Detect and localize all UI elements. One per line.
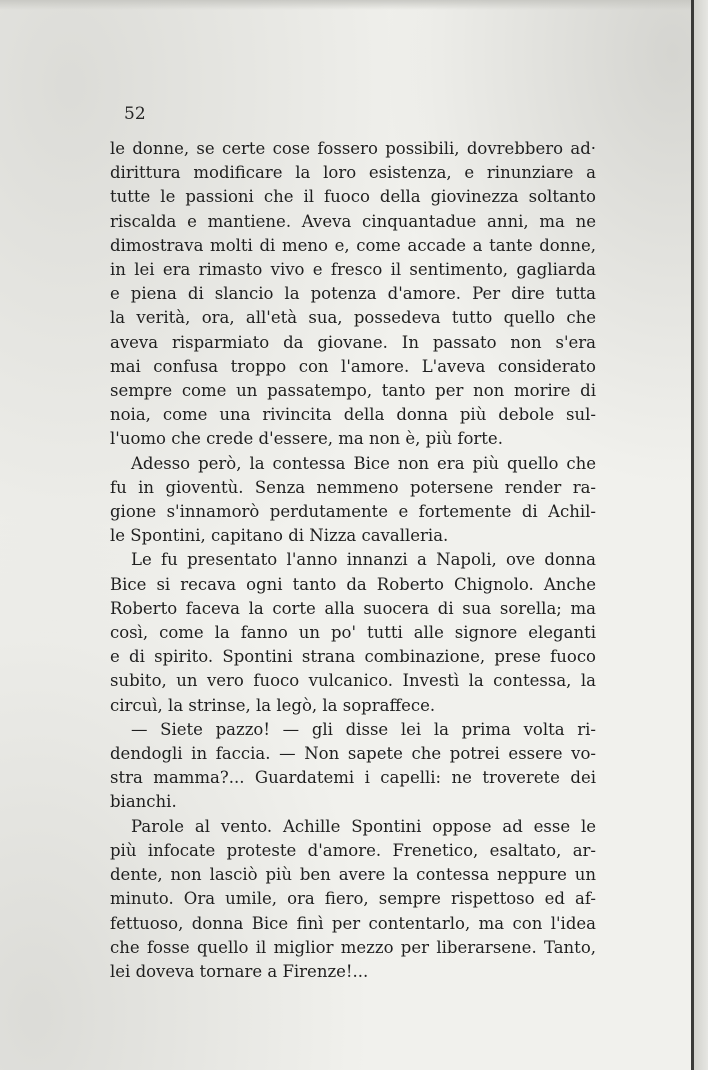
text-line: Adesso però, la contessa Bice non era più quello che <box>131 453 596 473</box>
paragraph <box>110 137 596 452</box>
page-gutter-line <box>691 0 694 1070</box>
text-line: e piena di slancio la potenza d'amore. Per dire tutta <box>110 284 596 304</box>
paragraph <box>110 548 596 717</box>
paragraph <box>110 452 596 549</box>
text-line: fettuoso, donna Bice finì per contentarlo, ma con l'idea <box>110 913 596 933</box>
text-line: e di spirito. Spontini strana combinazione, prese fuoco <box>110 647 596 667</box>
text-line: riscalda e mantiene. Aveva cinquantadue anni, ma ne <box>110 211 596 231</box>
text-line: Parole al vento. Achille Spontini oppose ad esse le <box>131 816 596 836</box>
text-line: gione s'innamorò perdutamente e fortemente di Achil- <box>110 502 596 522</box>
text-line: Le fu presentato l'anno innanzi a Napoli, ove donna <box>131 550 596 570</box>
text-line: Roberto faceva la corte alla suocera di sua sorella; ma <box>110 598 596 618</box>
text-line: lei doveva tornare a Firenze!... <box>110 961 369 981</box>
text-line: noia, come una rivincita della donna più debole sul- <box>110 405 596 425</box>
text-line: subito, un vero fuoco vulcanico. Investì la contessa, la <box>110 671 596 691</box>
text-line: — Siete pazzo! — gli disse lei la prima volta ri- <box>131 719 596 739</box>
text-line: fu in gioventù. Senza nemmeno potersene render ra- <box>110 477 596 497</box>
text-line: in lei era rimasto vivo e fresco il sentimento, gagliarda <box>110 260 596 280</box>
text-line: l'uomo che crede d'essere, ma non è, più forte. <box>110 429 503 449</box>
text-line: che fosse quello il miglior mezzo per liberarsene. Tanto, <box>110 937 596 957</box>
text-line: mai confusa troppo con l'amore. L'aveva considerato <box>110 356 596 376</box>
text-line: le Spontini, capitano di Nizza cavalleria. <box>110 526 449 546</box>
page-number: 52 <box>124 104 146 124</box>
text-line: la verità, ora, all'età sua, possedeva tutto quello che <box>110 308 596 328</box>
text-line: dirittura modificare la loro esistenza, e rinunziare a <box>110 163 596 183</box>
body-text <box>110 137 596 984</box>
text-line: le donne, se certe cose fossero possibili, dovrebbero ad· <box>110 139 596 158</box>
text-line: stra mamma?... Guardatemi i capelli: ne troverete dei <box>110 768 596 788</box>
text-line: Bice si recava ogni tanto da Roberto Chignolo. Anche <box>110 574 596 594</box>
text-line: più infocate proteste d'amore. Frenetico, esaltato, ar- <box>110 840 596 860</box>
text-line: dendogli in faccia. — Non sapete che potrei essere vo- <box>110 744 596 764</box>
page-top-shadow <box>0 0 708 10</box>
text-line: così, come la fanno un po' tutti alle signore eleganti <box>110 623 596 643</box>
text-line: aveva risparmiato da giovane. In passato non s'era <box>110 332 596 352</box>
text-line: minuto. Ora umile, ora fiero, sempre rispettoso ed af- <box>110 889 596 909</box>
text-line: sempre come un passatempo, tanto per non morire di <box>110 381 596 401</box>
text-line: tutte le passioni che il fuoco della giovinezza soltanto <box>110 187 596 207</box>
paragraph <box>110 718 596 815</box>
paragraph <box>110 815 596 984</box>
text-line: bianchi. <box>110 792 177 812</box>
page-gutter-shade <box>694 0 708 1070</box>
text-line: circuì, la strinse, la legò, la sopraffece. <box>110 695 436 715</box>
text-line: dimostrava molti di meno e, come accade a tante donne, <box>110 235 596 255</box>
text-line: dente, non lasciò più ben avere la contessa neppure un <box>110 865 596 885</box>
